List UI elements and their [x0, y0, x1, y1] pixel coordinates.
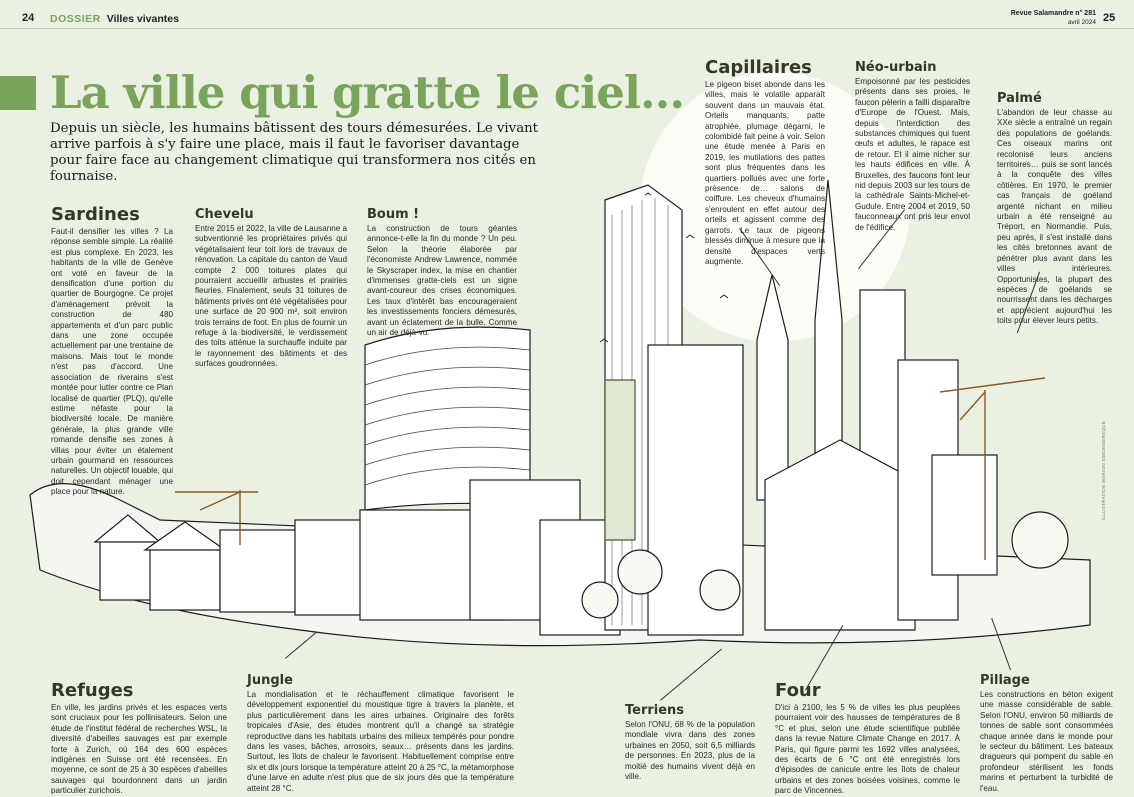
- section-sardines: [51, 204, 173, 498]
- left-houses: [95, 515, 365, 615]
- article-lede: Depuis un siècle, les humains bâtissent des tours démesurées. Le vivant arrive parfois à s'y faire une place, mais il faut le favoriser davantage pour faire face au changement climatique qui transformera nos cités en fournaise.: [50, 121, 539, 184]
- section-text: D'ici à 2100, les 5 % de villes les plus peuplées pourraient voir des hausses de températures de 8 °C et plus, selon une étude scientifique publiée dans la revue Nature Climate Change en 2017. À Paris, qui figure parmi les 1692 villes analysées, des écarts de 6 °C ont été enregistrés lors d'épisodes de canicule entre les îlots de chaleur urbains et des zones boisées voisines, comme le parc de Vincennes.: [775, 703, 960, 796]
- rubric-kicker: DOSSIER: [50, 13, 101, 25]
- section-title: Sardines: [51, 204, 140, 225]
- right-building: [932, 455, 997, 575]
- section-text: Selon l'ONU, 68 % de la population mondiale vivra dans des zones urbaines en 2050, soit 6,5 milliards de personnes. En 2023, plus de la moitié des humains vivent déjà en ville.: [625, 720, 755, 782]
- section-title: Refuges: [51, 680, 134, 701]
- section-title: Four: [775, 680, 821, 701]
- section-jungle: [247, 673, 514, 794]
- section-title: Jungle: [247, 673, 293, 688]
- section-title: Palmé: [997, 91, 1042, 106]
- section-title: Pillage: [980, 673, 1030, 688]
- section-text: En ville, les jardins privés et les espaces verts sont cruciaux pour les pollinisateurs. Selon une étude de l'institut fédéral de recherches WSL, la diversité d'abeilles sauvages est par exemple forte à Zurich, où 164 des 600 espèces indigènes en Suisse ont été recensées. En moyenne, ce sont de 25 à 30 espèces d'abeilles sauvages qui bourdonnent dans un jardin particulier zurichois.: [51, 703, 227, 796]
- section-refuges: [51, 680, 227, 797]
- rubric-title: Villes vivantes: [106, 13, 179, 25]
- section-chevelu: [195, 207, 347, 370]
- illustration-credit: ILLUSTRATION MARION SIMONNEREQUE: [1101, 420, 1106, 520]
- page-number-right: 25: [1103, 12, 1116, 24]
- issue-title: Revue Salamandre n° 281: [1010, 10, 1096, 17]
- article-title: La ville qui gratte le ciel…: [50, 66, 684, 119]
- section-text: Entre 2015 et 2022, la ville de Lausanne a subventionné les propriétaires privés qui végétalisaient leur toit lors de travaux de rénovation. La capitale du canton de Vaud compte 2 000 toitures plates qui pourraient accueillir arbustes et prairies fleuries. Finalement, seuls 31 toitures de bâtiments privés ont été végétalisées pour une surface de 20 900 m², soit environ trois terrains de foot. En plus de fournir un refuge à la biodiversité, le verdissement des toits atténue la surchauffe induite par le rayonnement des bâtiments et des surfaces goudronnées.: [195, 224, 347, 369]
- section-text: L'abandon de leur chasse au XXe siècle a entraîné un regain des populations de goélands. Ces oiseaux marins ont recolonisé leurs anciens territoires… puis se sont lancés à la conquête des villes côtières. En 1970, le premier cas français de goéland argenté nichant en milieu urbain a été renseigné au Tréport, en Normandie. Puis, peu après, il s'est installé dans les cités bretonnes avant de pénétrer plus avant dans les villes intérieures. Opportunistes, la plupart des espèces de goélands se nourrissent dans les décharges et apprécient aujourd'hui les toits pour élever leurs petits.: [997, 108, 1112, 326]
- issue-date: avril 2024: [1067, 19, 1096, 26]
- section-capillaires: [705, 57, 825, 267]
- section-four: [775, 680, 960, 797]
- section-title: Terriens: [625, 703, 685, 718]
- page-number-left: 24: [22, 12, 35, 24]
- section-text: Le pigeon biset abonde dans les villes, mais le volatile apparaît souvent dans un mauvais état. Orteils manquants, patte atrophiée, plumage dégarni, le colombidé fait peine à voir. Selon une étude menée à Paris en 2019, les mutilations des pattes sont plus fréquentes dans les quartiers pollués avec une forte présence de… salons de coiffure. Les cheveux d'humains s'enroulent en effet autour des orteils et agissent comme des garrots. Le taux de pigeons blessés diminue à mesure que la densité d'espaces verts augmente.: [705, 80, 825, 266]
- section-neo-urbain: [855, 60, 970, 233]
- section-text: La construction de tours géantes annonce-t-elle la fin du monde ? Un peu. Selon la théorie élaborée par l'économiste Andrew Lawrence, nommée le Skyscraper index, la mise en chantier d'immenses gratte-ciels est un signe avant-coureur des crises économiques. Les taux d'intérêt bas encourageraient les investissements fonciers démesurés, avant un éclatement de la bulle. Comme un air de déjà-vu.: [367, 224, 517, 338]
- section-pillage: [980, 673, 1113, 794]
- section-title: Néo-urbain: [855, 60, 937, 75]
- section-text: Faut-il densifier les villes ? La réponse semble simple. La réalité est plus complexe. En 2023, les habitants de la ville de Genève ont voté en faveur de la densification d'une portion du quartier de Bourgogne. Ce projet d'aménagement prévoit la construction de 480 appartements et d'un parc public dans une zone occupée actuellement par une trentaine de maisons. Mais tout le monde n'est pas d'accord. Une association de riverains s'est montée pour lutter contre ce Plan localisé de quartier (PLQ), qu'elle estime néfaste pour la biodiversité locale. De manière générale, la plus grande ville romande densifie ses zones à villas pour éviter un étalement urbain gourmand en ressources naturelles. Un objectif louable, qui doit cependant ménager une place pour la nature.: [51, 227, 173, 497]
- section-text: Les constructions en béton exigent une masse considérable de sable. Selon l'ONU, environ 50 milliards de tonnes de sable sont consommées chaque année dans le monde pour le secteur du bâtiment. Les bateaux dragueurs qui pompent du sable en profondeur stérilisent les fonds marins et perturbent la turbidité de l'eau.: [980, 690, 1113, 793]
- section-title: Capillaires: [705, 57, 812, 78]
- section-text: La mondialisation et le réchauffement climatique favorisent le développement exponentiel du moustique tigre à travers la planète, et plus particulièrement dans les aires urbaines. Originaire des forêts tropicales d'Asie, des études montrent qu'il a changé sa stratégie reproductive dans les habitats urbains des milieux tempérés pour pondre dans les vases, bâches, arrosoirs, seaux… présents dans les jardins. Surtout, les îlots de chaleur le favorisent. Habituellement comprise entre six et dix jours lorsque la température atteint 20 à 25 °C, la métamorphose d'une larve en adulte n'est plus que de six jours dès que la température atteint 28 °C.: [247, 690, 514, 793]
- section-title: Chevelu: [195, 207, 254, 222]
- section-boum: [367, 207, 517, 338]
- section-title: Boum !: [367, 207, 420, 222]
- white-house: [765, 440, 915, 630]
- section-terriens: [625, 703, 755, 782]
- section-palme: [997, 91, 1112, 327]
- section-text: Empoisonné par les pesticides présents dans ses proies, le faucon pèlerin a failli disparaître d'Europe de l'Ouest. Mais, depuis l'interdiction des substances chimiques qui tuent œufs et adultes, le rapace est de retour. Et il aime nicher sur les hauts édifices en ville. À Bruxelles, des faucons font leur nid depuis 2003 sur les tours de la cathédrale Saints-Michel-et-Gudule. Entre 2004 et 2019, 50 fauconneaux ont pris leur envol de l'édifice.: [855, 77, 970, 232]
